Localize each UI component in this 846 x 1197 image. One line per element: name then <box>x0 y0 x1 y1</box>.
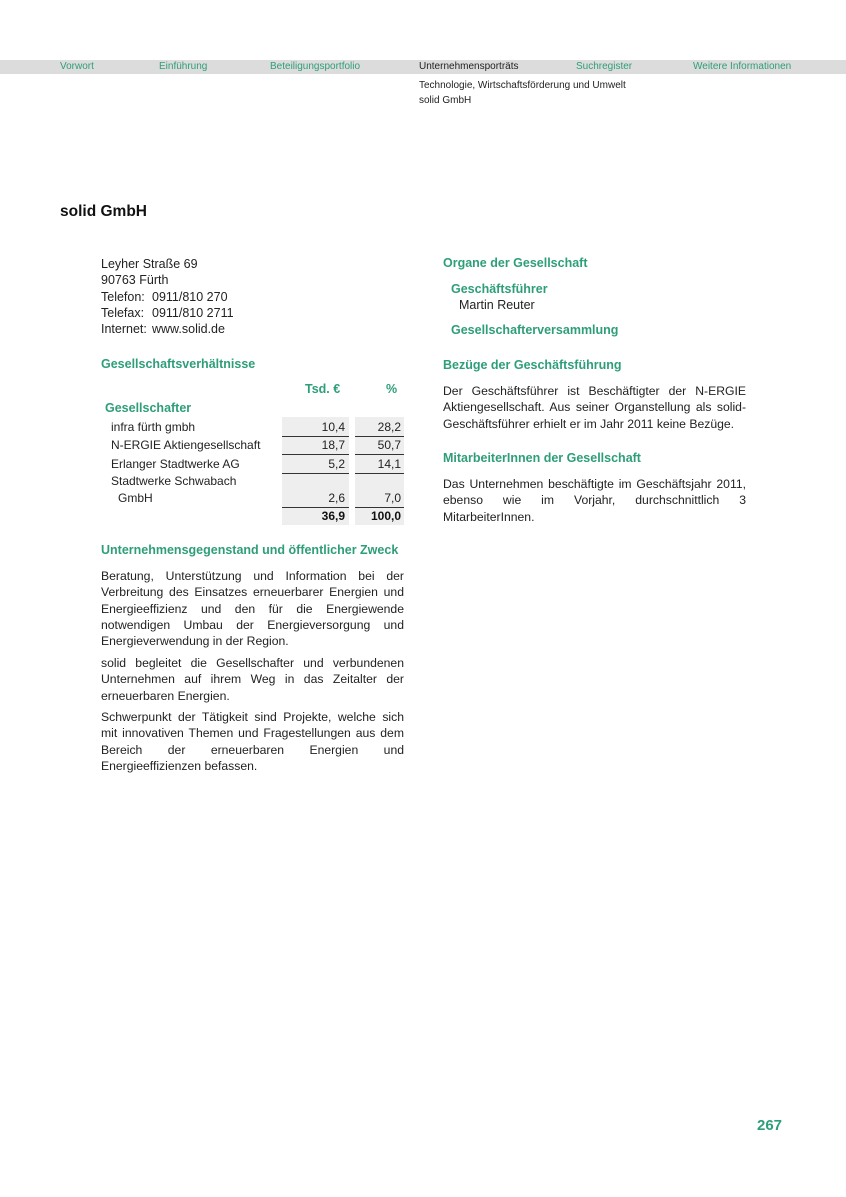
shareholder-name: N-ERGIE Aktiengesellschaft <box>111 438 261 452</box>
manager-heading: Geschäftsführer <box>451 282 548 296</box>
address-block <box>101 256 234 337</box>
phone-line <box>101 289 234 305</box>
total-tsd: 36,9 <box>321 509 345 523</box>
nav-item-vorwort[interactable]: Vorwort <box>60 61 94 72</box>
shareholder-pct: 7,0 <box>384 491 401 505</box>
row-divider <box>282 473 349 474</box>
row-divider <box>355 473 404 474</box>
address-street: Leyher Straße 69 <box>101 257 198 271</box>
row-divider <box>282 454 349 455</box>
shareholder-name-cont: GmbH <box>118 491 153 505</box>
col-header-tsd: Tsd. € <box>305 382 341 396</box>
fax-label: Telefax: <box>101 305 145 320</box>
page-number: 267 <box>757 1117 783 1134</box>
internet-label: Internet: <box>101 322 147 337</box>
shareholder-name: Stadtwerke Schwabach <box>111 474 237 488</box>
compensation-heading: Bezüge der Geschäftsführung <box>443 358 622 372</box>
employees-text: Das Unternehmen beschäftigte im Geschäftsjahr 2011, ebenso wie im Vorjahr, durchschnittlich 3 MitarbeiterInnen. <box>443 477 746 524</box>
row-divider <box>355 436 404 437</box>
col-header-pct: % <box>386 382 398 396</box>
section-nav-bar <box>0 60 846 74</box>
shareholder-tsd: 2,6 <box>328 491 345 505</box>
ownership-heading: Gesellschaftsverhältnisse <box>101 357 256 371</box>
compensation-text: Der Geschäftsführer ist Beschäftigter der N-ERGIE Aktiengesellschaft. Aus seiner Organstellung als solid-Geschäftsführer erhielt er im Jahr 2011 keine Bezüge. <box>443 384 746 431</box>
page-title: solid GmbH <box>60 203 147 220</box>
shareholder-name: infra fürth gmbh <box>111 420 196 434</box>
breadcrumb-category: Technologie, Wirtschaftsförderung und Umwelt <box>419 80 626 91</box>
nav-item-unternehmensportraets[interactable]: Unternehmensporträts <box>419 61 519 72</box>
breadcrumb-company: solid GmbH <box>419 95 472 106</box>
internet-line <box>101 321 234 337</box>
address-city: 90763 Fürth <box>101 273 169 288</box>
shareholder-pct: 28,2 <box>377 420 401 434</box>
purpose-paragraph-2: solid begleitet die Gesellschafter und verbundenen Unternehmen auf ihrem Weg in das Zeitalter der erneuerbaren Energien. <box>101 656 404 703</box>
fax-number: 0911/810 2711 <box>152 305 234 320</box>
nav-item-einfuehrung[interactable]: Einführung <box>159 61 208 72</box>
shareholder-tsd: 5,2 <box>328 457 345 471</box>
shareholders-label: Gesellschafter <box>105 401 192 415</box>
row-divider <box>355 507 404 508</box>
assembly-heading: Gesellschafterversammlung <box>451 323 619 337</box>
shareholder-tsd: 18,7 <box>321 438 345 452</box>
ownership-table <box>101 382 406 527</box>
purpose-paragraph-1: Beratung, Unterstützung und Information bei der Verbreitung des Einsatzes erneuerbarer Energien und Energieeffizienz und den für die Energiewende notwendigen Umbau der Energieversorgung und Energieverwendung in der Region. <box>101 569 404 649</box>
phone-label: Telefon: <box>101 289 145 304</box>
shareholder-pct: 50,7 <box>377 438 401 452</box>
row-divider <box>282 436 349 437</box>
purpose-heading: Unternehmensgegenstand und öffentlicher Zweck <box>101 543 399 557</box>
manager-name: Martin Reuter <box>459 298 535 312</box>
nav-item-beteiligungsportfolio[interactable]: Beteiligungsportfolio <box>270 61 361 72</box>
shareholder-tsd: 10,4 <box>321 420 345 434</box>
phone-number: 0911/810 270 <box>152 289 228 304</box>
shareholder-pct: 14,1 <box>377 457 401 471</box>
employees-heading: MitarbeiterInnen der Gesellschaft <box>443 451 641 465</box>
fax-line <box>101 305 234 321</box>
nav-item-weitere-informationen[interactable]: Weitere Informationen <box>693 61 792 72</box>
row-divider <box>355 454 404 455</box>
shareholder-name: Erlanger Stadtwerke AG <box>111 457 240 471</box>
row-divider <box>282 507 349 508</box>
total-pct: 100,0 <box>370 509 401 523</box>
nav-item-suchregister[interactable]: Suchregister <box>576 61 633 72</box>
organs-heading: Organe der Gesellschaft <box>443 256 588 270</box>
purpose-paragraph-3: Schwerpunkt der Tätigkeit sind Projekte, welche sich mit innovativen Themen und Fragestellungen aus dem Bereich der erneuerbaren Energien und Energieeffizienzen befassen. <box>101 710 404 773</box>
internet-link[interactable]: www.solid.de <box>152 322 225 337</box>
